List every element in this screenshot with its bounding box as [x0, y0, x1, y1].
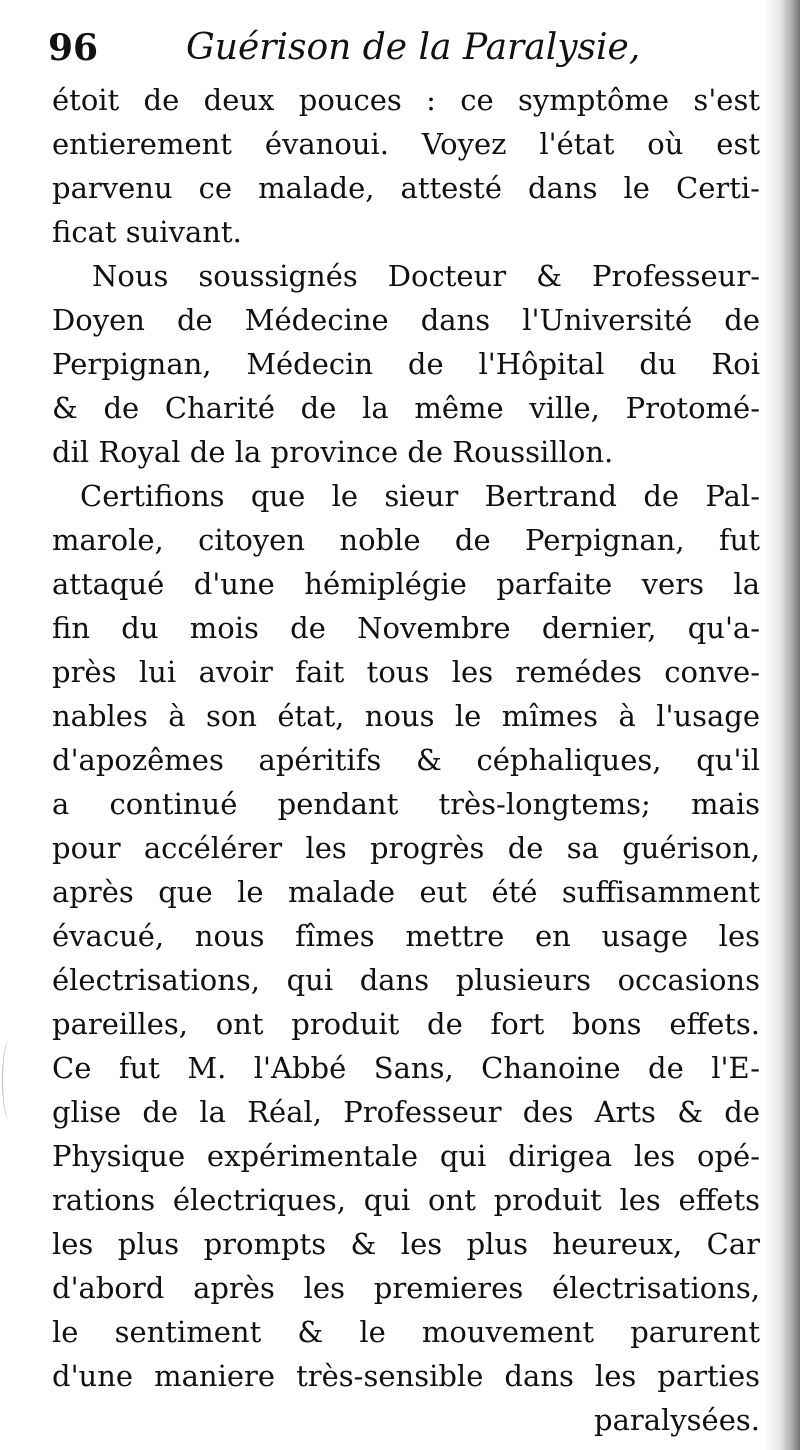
- text-line: d'une maniere très-sensible dans les parties: [52, 1359, 760, 1393]
- text-line: rations électriques, qui ont produit les effets: [52, 1183, 760, 1217]
- text-line: ficat suivant.: [52, 215, 242, 249]
- page-edge-mark: [2, 1040, 17, 1120]
- text-line: fin du mois de Novembre dernier, qu'a-: [52, 611, 760, 645]
- page-header: [48, 22, 778, 74]
- paragraph-first-line: Certifions que le sieur Bertrand de Pal-: [80, 479, 760, 513]
- text-line: d'abord après les premieres électrisations,: [52, 1271, 760, 1305]
- text-line: le sentiment & le mouvement parurent: [52, 1315, 760, 1349]
- text-line: Perpignan, Médecin de l'Hôpital du Roi: [52, 347, 760, 381]
- text-line: nables à son état, nous le mîmes à l'usage: [52, 699, 760, 733]
- text-line: a continué pendant très-longtems; mais: [52, 787, 760, 821]
- text-line: Doyen de Médecine dans l'Université de: [52, 303, 760, 337]
- text-line: près lui avoir fait tous les remédes conve-: [52, 655, 760, 689]
- text-line: entierement évanoui. Voyez l'état où est: [52, 127, 760, 161]
- text-line: après que le malade eut été suffisamment: [52, 875, 760, 909]
- text-line: d'apozêmes apéritifs & céphaliques, qu'il: [52, 743, 760, 777]
- paragraph-first-line: Nous soussignés Docteur & Professeur-: [92, 259, 760, 293]
- text-line: pour accélérer les progrès de sa guérison,: [52, 831, 760, 865]
- text-line: évacué, nous fîmes mettre en usage les: [52, 919, 760, 953]
- text-line: Physique expérimentale qui dirigea les opé-: [52, 1139, 760, 1173]
- closing-word: paralysées.: [594, 1403, 760, 1437]
- text-line: marole, citoyen noble de Perpignan, fut: [52, 523, 760, 557]
- running-title: Guérison de la Paralysie,: [186, 27, 641, 68]
- text-line: & de Charité de la même ville, Protomé-: [52, 391, 760, 425]
- text-line: dil Royal de la province de Roussillon.: [52, 435, 614, 469]
- text-line: parvenu ce malade, attesté dans le Certi-: [52, 171, 760, 205]
- text-line: électrisations, qui dans plusieurs occasions: [52, 963, 760, 997]
- text-line: glise de la Réal, Professeur des Arts & de: [52, 1095, 760, 1129]
- body-text: [52, 78, 760, 1442]
- text-line: Ce fut M. l'Abbé Sans, Chanoine de l'E-: [52, 1051, 760, 1085]
- text-line: pareilles, ont produit de fort bons effets.: [52, 1007, 760, 1041]
- text-line: attaqué d'une hémiplégie parfaite vers la: [52, 567, 760, 601]
- text-line: les plus prompts & les plus heureux, Car: [52, 1227, 760, 1261]
- text-line: étoit de deux pouces : ce symptôme s'est: [52, 83, 760, 117]
- page-number: 96: [48, 27, 99, 69]
- binding-gutter-shadow: [764, 0, 800, 1450]
